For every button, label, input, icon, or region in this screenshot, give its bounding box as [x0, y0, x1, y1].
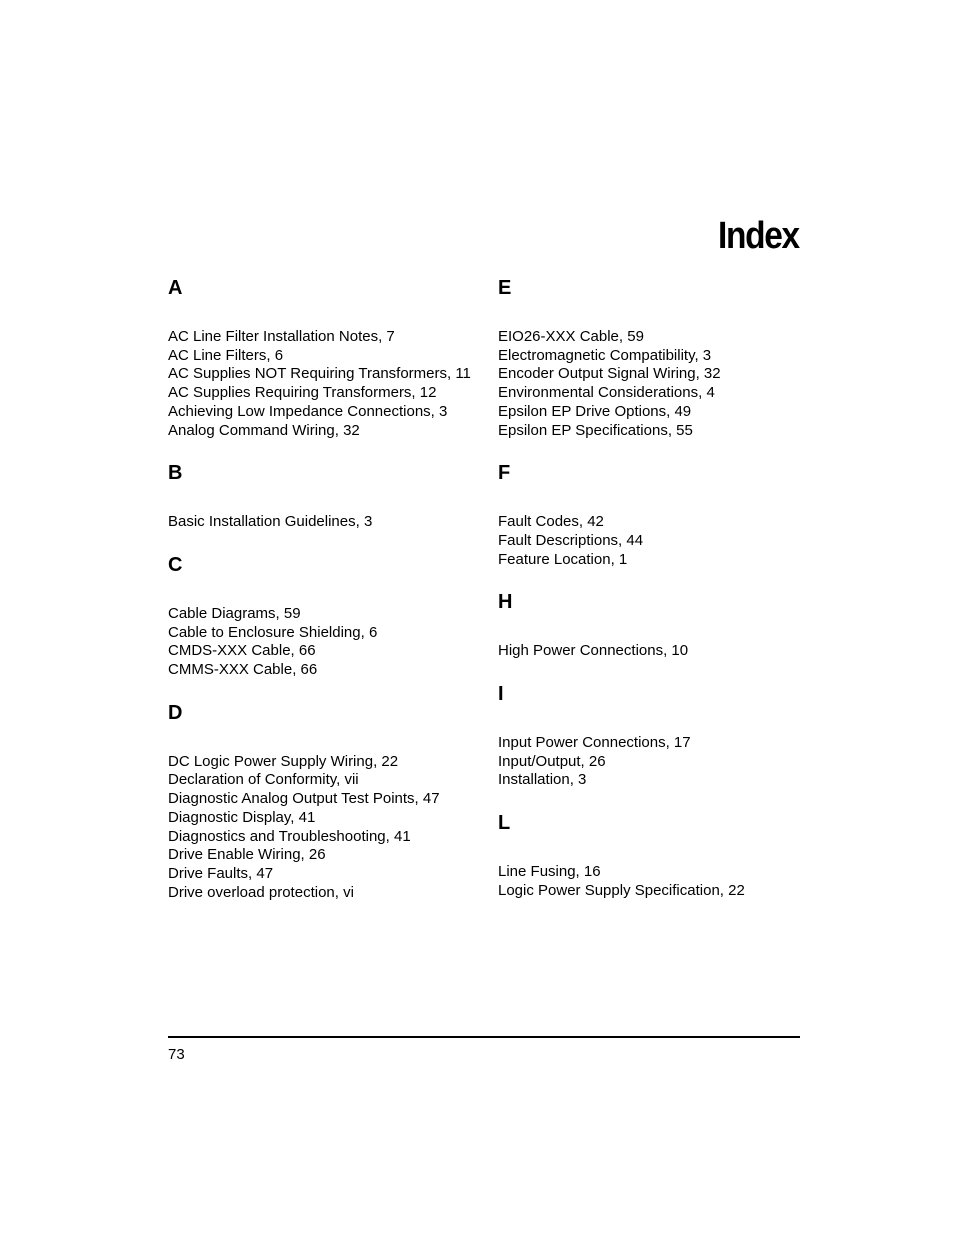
index-entry: Epsilon EP Specifications, 55 [498, 421, 693, 439]
section-letter: D [168, 701, 183, 724]
index-column-left [168, 275, 478, 922]
index-entry-list [168, 753, 478, 903]
footer-rule [168, 1036, 800, 1038]
index-section-h [498, 589, 808, 661]
index-section-a [168, 275, 478, 440]
page-number: 73 [168, 1046, 185, 1063]
section-letter: B [168, 462, 183, 485]
index-entry: CMDS-XXX Cable, 66 [168, 642, 316, 660]
section-letter: A [168, 277, 183, 299]
index-entry-list [498, 328, 808, 440]
index-entry: Feature Location, 1 [498, 550, 628, 568]
section-letter: C [168, 553, 183, 576]
index-entry: DC Logic Power Supply Wiring, 22 [168, 752, 399, 770]
index-entry-list [168, 513, 478, 532]
index-entry: Declaration of Conformity, vii [168, 771, 359, 789]
section-letter: F [498, 462, 511, 485]
page-title: Index [718, 215, 799, 257]
index-entry: AC Line Filters, 6 [168, 346, 284, 364]
index-entry: Diagnostics and Troubleshooting, 41 [168, 827, 411, 845]
index-entry: Achieving Low Impedance Connections, 3 [168, 402, 448, 420]
index-entry: Drive overload protection, vi [168, 883, 354, 901]
index-entry: High Power Connections, 10 [498, 642, 689, 660]
index-entry: Analog Command Wiring, 32 [168, 421, 360, 439]
index-section-e [498, 275, 808, 440]
index-entry-list [498, 513, 808, 569]
index-entry: AC Line Filter Installation Notes, 7 [168, 328, 395, 345]
index-entry: AC Supplies NOT Requiring Transformers, 11 [168, 365, 471, 383]
index-entry: Drive Enable Wiring, 26 [168, 846, 326, 864]
index-entry: Encoder Output Signal Wiring, 32 [498, 365, 721, 383]
index-column-right [498, 275, 808, 921]
index-entry-list [168, 328, 478, 440]
index-entry: AC Supplies Requiring Transformers, 12 [168, 384, 437, 402]
index-entry: Electromagnetic Compatibility, 3 [498, 346, 712, 364]
index-entry: Environmental Considerations, 4 [498, 384, 715, 402]
section-letter: I [498, 683, 504, 706]
index-entry-list [498, 642, 808, 661]
index-entry: Line Fusing, 16 [498, 863, 601, 881]
index-entry: EIO26-XXX Cable, 59 [498, 328, 644, 345]
index-entry: Fault Descriptions, 44 [498, 531, 644, 549]
index-entry: Cable Diagrams, 59 [168, 604, 301, 622]
index-entry: CMMS-XXX Cable, 66 [168, 661, 318, 679]
index-entry: Input/Output, 26 [498, 752, 606, 770]
section-letter: H [498, 591, 513, 614]
index-entry-list [498, 734, 808, 790]
index-entry-list [168, 605, 478, 680]
index-section-i [498, 681, 808, 790]
index-entry-list [498, 863, 808, 900]
index-section-c [168, 552, 478, 680]
index-entry: Input Power Connections, 17 [498, 734, 691, 752]
index-entry: Logic Power Supply Specification, 22 [498, 881, 745, 899]
index-entry: Diagnostic Display, 41 [168, 808, 316, 826]
index-entry: Basic Installation Guidelines, 3 [168, 513, 373, 531]
index-entry: Installation, 3 [498, 771, 587, 789]
index-entry: Drive Faults, 47 [168, 864, 274, 882]
index-section-b [168, 460, 478, 532]
index-section-f [498, 460, 808, 569]
index-entry: Epsilon EP Drive Options, 49 [498, 402, 692, 420]
index-section-l [498, 810, 808, 900]
index-section-d [168, 700, 478, 903]
section-letter: L [498, 812, 511, 835]
index-entry: Diagnostic Analog Output Test Points, 47 [168, 790, 440, 808]
index-entry: Cable to Enclosure Shielding, 6 [168, 623, 378, 641]
index-entry: Fault Codes, 42 [498, 513, 604, 531]
section-letter: E [498, 277, 512, 299]
